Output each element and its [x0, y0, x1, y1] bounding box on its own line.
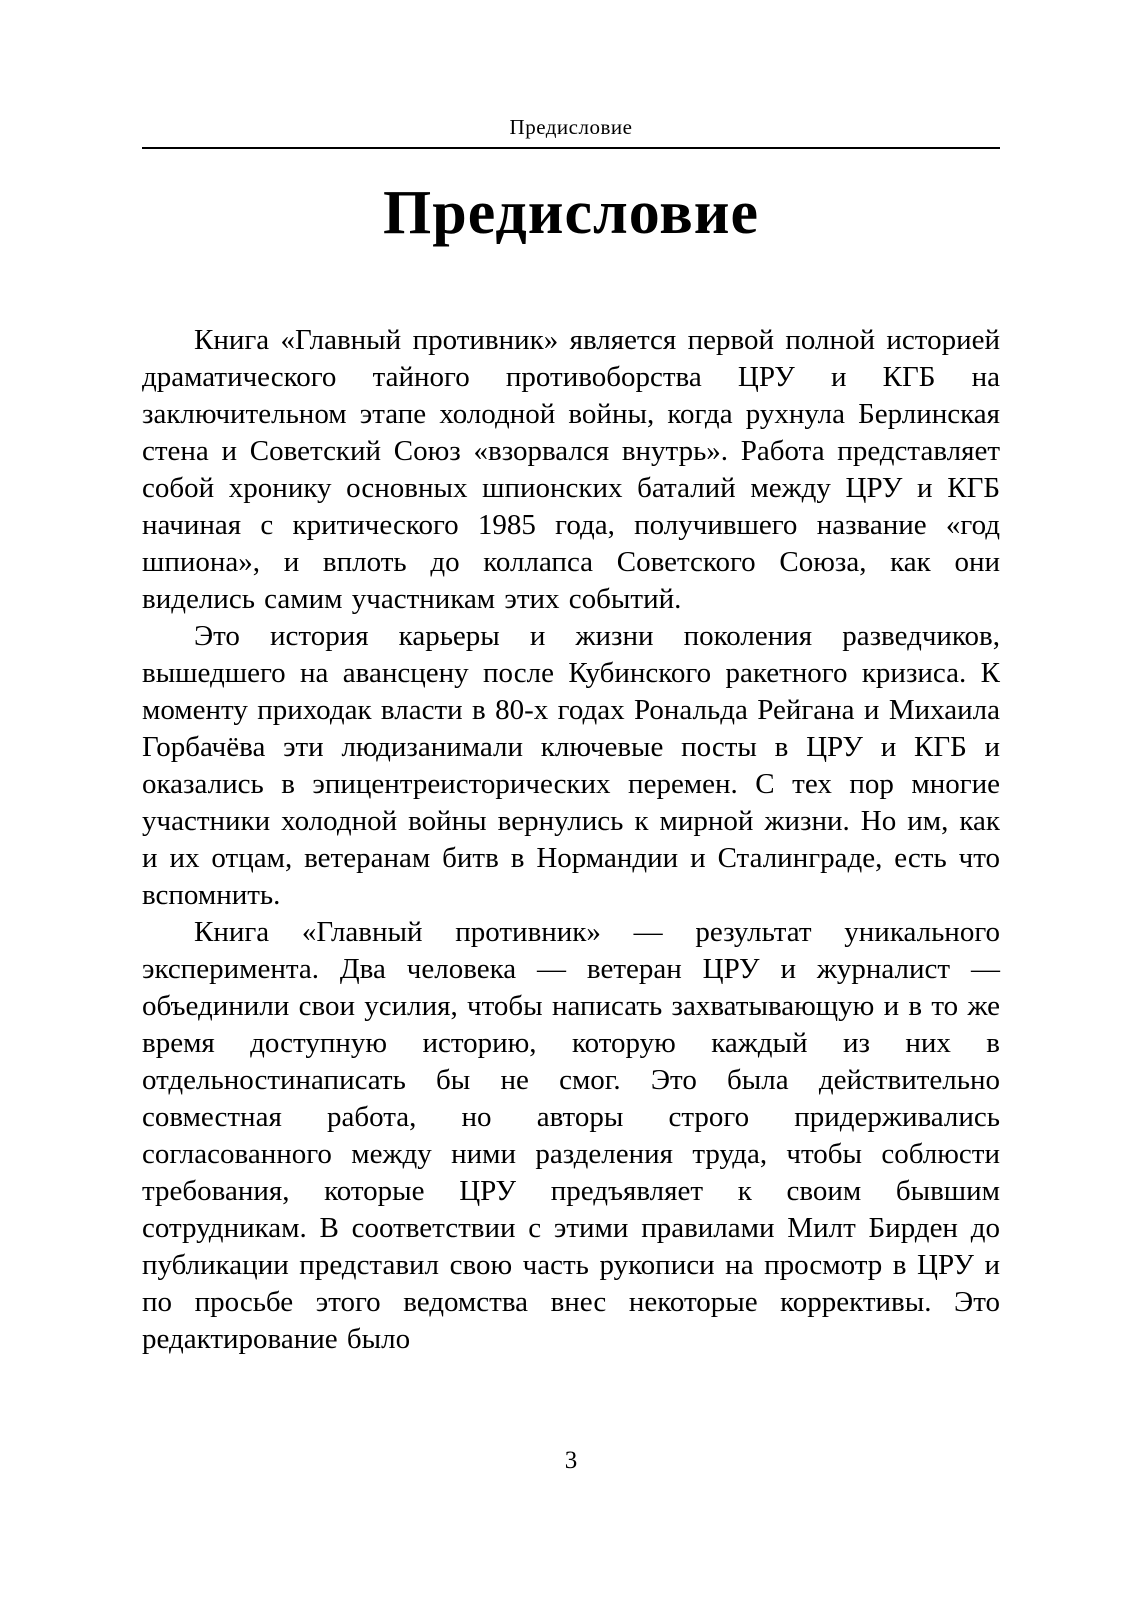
paragraph: Это история карьеры и жизни поколения разведчиков, вышедшего на авансцену после Кубинского ракетного кризиса. К моменту приходак власти в 80-х годах Рональда Рейгана и Михаила Горбачёва эти людизанимали ключевые посты в ЦРУ и КГБ и оказались в эпицентреисторических перемен. С тех пор многие участники холодной войны вернулись к мирной жизни. Но им, как и их отцам, ветеранам битв в Нормандии и Сталинграде, есть что вспомнить. [142, 620, 1000, 912]
page-number: 3 [564, 1447, 578, 1474]
paragraph: Книга «Главный противник» является первой полной историей драматического тайного противоборства ЦРУ и КГБ на заключительном этапе холодной войны, когда рухнула Берлинская стена и Советский Союз «взорвался внутрь». Работа представляет собой хронику основных шпионских баталий между ЦРУ и КГБ начиная с критического 1985 года, получившего название «год шпиона», и вплоть до коллапса Советского Союза, как они виделись самим участникам этих событий. [142, 324, 1000, 616]
page-title: Предисловие [383, 179, 759, 247]
header-rule [142, 147, 1000, 149]
page-content [142, 0, 1000, 1358]
body-text [142, 322, 1000, 1358]
paragraph: Книга «Главный противник» — результат уникального эксперимента. Два человека — ветеран ЦРУ и журналист — объединили свои усилия, чтобы написать захватывающую и в то же время доступную историю, которую каждый из них в отдельностинаписать бы не смог. Это была действительно совместная работа, но авторы строго придерживались согласованного между ними разделения труда, чтобы соблюсти требования, которые ЦРУ предъявляет к своим бывшим сотрудникам. В соответствии с этими правилами Милт Бирден до публикации представил свою часть рукописи на просмотр в ЦРУ и по просьбе этого ведомства внес некоторые коррективы. Это редактирование было [142, 916, 1000, 1356]
running-header: Предисловие [509, 115, 633, 139]
